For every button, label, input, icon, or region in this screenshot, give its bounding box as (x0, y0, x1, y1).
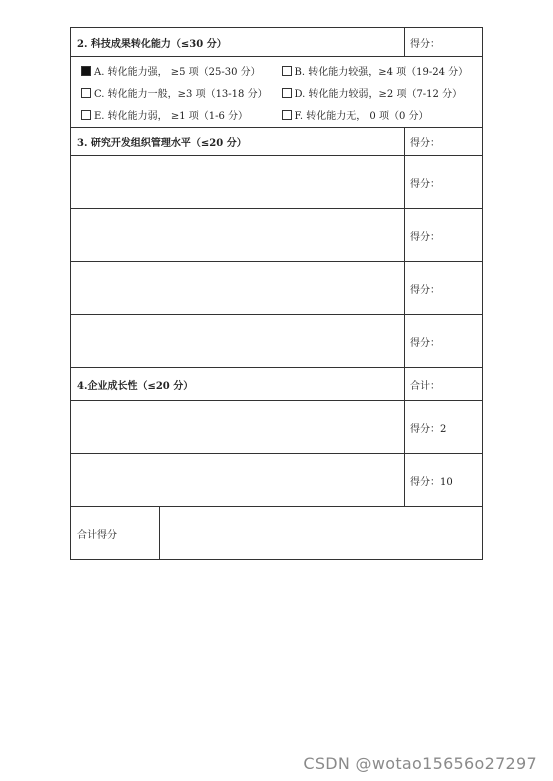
section4-row-1-content[interactable] (71, 401, 405, 454)
section3-row-4-content[interactable] (71, 315, 405, 368)
section4-title: 4.企业成长性（≤20 分） (71, 368, 405, 401)
section3-row (71, 209, 483, 262)
option-f-text: F. 转化能力无， 0 项（0 分） (294, 110, 429, 122)
option-e-text: E. 转化能力弱， ≥1 项（1-6 分） (94, 110, 249, 122)
checkbox-icon[interactable] (282, 110, 292, 120)
section4-row-2-content[interactable] (71, 454, 405, 507)
section3-row (71, 315, 483, 368)
section3-score-label: 得分： (405, 128, 483, 156)
total-row (71, 507, 483, 560)
section3-row-4-score: 得分： (405, 315, 483, 368)
section2-options-row (71, 57, 483, 128)
section4-header-row (71, 368, 483, 401)
checkbox-checked-icon[interactable] (81, 66, 91, 76)
section3-row (71, 156, 483, 209)
section4-row-1-score: 得分：2 (405, 401, 483, 454)
section2-score-label: 得分： (405, 28, 483, 57)
option-line-3 (71, 103, 482, 125)
checkbox-icon[interactable] (81, 88, 91, 98)
section4-row (71, 454, 483, 507)
checkbox-icon[interactable] (81, 110, 91, 120)
option-a[interactable] (81, 63, 282, 78)
section2-header-row (71, 28, 483, 57)
section3-row (71, 262, 483, 315)
section2-options-cell (71, 57, 483, 128)
section3-header-row (71, 128, 483, 156)
option-a-text: A. 转化能力强， ≥5 项（25-30 分） (94, 66, 261, 78)
section4-row-2-score: 得分：10 (405, 454, 483, 507)
option-b[interactable] (282, 63, 483, 78)
option-f[interactable] (282, 107, 483, 122)
option-b-text: B. 转化能力较强，≥4 项（19-24 分） (294, 66, 469, 78)
option-d-text: D. 转化能力较弱，≥2 项（7-12 分） (294, 88, 463, 100)
evaluation-table (70, 27, 483, 560)
option-e[interactable] (81, 107, 282, 122)
checkbox-icon[interactable] (282, 88, 292, 98)
total-value[interactable] (160, 507, 483, 560)
csdn-watermark: CSDN @wotao15656o27297 (303, 754, 537, 773)
section3-row-2-content[interactable] (71, 209, 405, 262)
evaluation-form (70, 27, 482, 560)
option-d[interactable] (282, 85, 483, 100)
checkbox-icon[interactable] (282, 66, 292, 76)
section2-title: 2. 科技成果转化能力（≤30 分） (71, 28, 405, 57)
option-c-text: C. 转化能力一般，≥3 项（13-18 分） (94, 88, 268, 100)
section3-row-1-score: 得分： (405, 156, 483, 209)
section3-row-3-content[interactable] (71, 262, 405, 315)
section4-row (71, 401, 483, 454)
option-c[interactable] (81, 85, 282, 100)
section3-row-2-score: 得分： (405, 209, 483, 262)
total-label: 合计得分 (71, 507, 160, 560)
section3-row-3-score: 得分： (405, 262, 483, 315)
section4-total-label: 合计： (405, 368, 483, 401)
option-line-2 (71, 81, 482, 103)
section3-title: 3. 研究开发组织管理水平（≤20 分） (71, 128, 405, 156)
section3-row-1-content[interactable] (71, 156, 405, 209)
option-line-1 (71, 59, 482, 81)
